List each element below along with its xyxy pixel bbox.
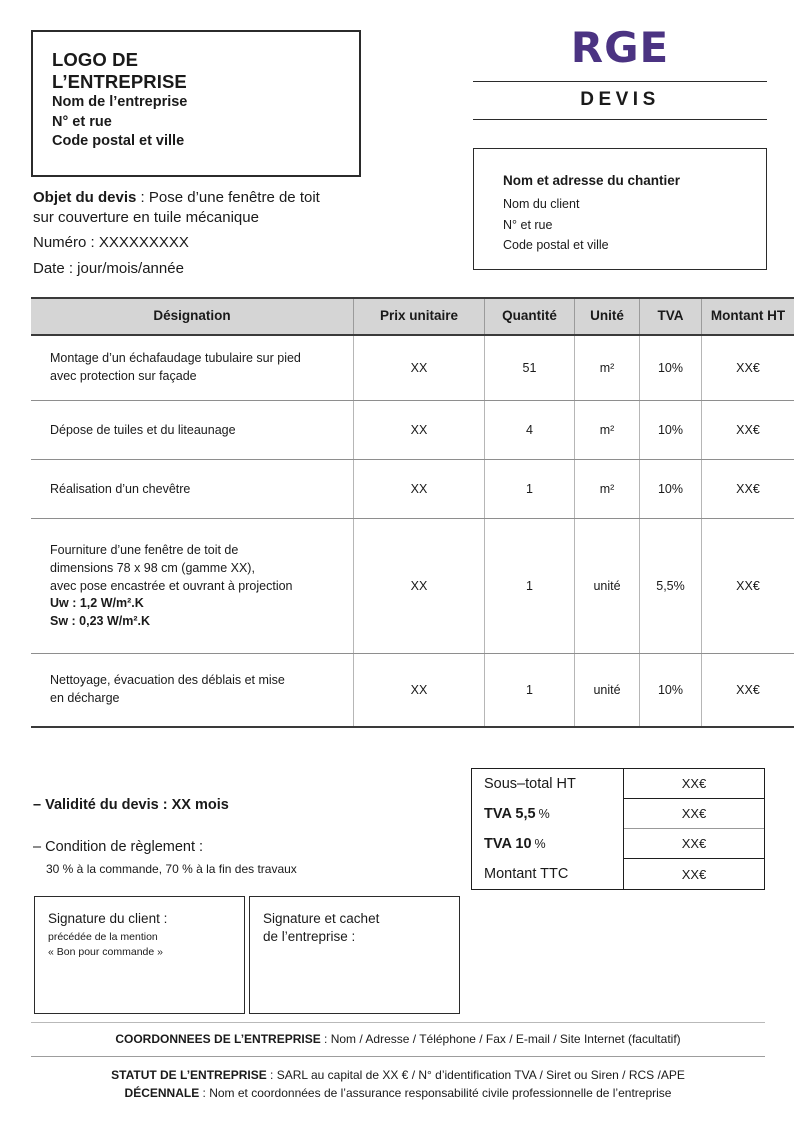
footer-decennale-value: : Nom et coordonnées de l’assurance responsabilité civile professionnelle de l’entreprise: [199, 1086, 672, 1101]
cell-unite: m²: [575, 335, 640, 401]
totals-label-tva-10: [472, 829, 623, 859]
company-logo-title-line2: L’ENTREPRISE: [52, 70, 187, 92]
rge-logo: RGE: [570, 23, 670, 72]
quote-subject-label: Objet du devis: [33, 189, 137, 206]
cell-quantite: 51: [485, 335, 575, 401]
cell-quantite: 4: [485, 401, 575, 460]
designation-sw-value: Sw : 0,23 W/m².K: [50, 614, 151, 629]
designation-line: Nettoyage, évacuation des déblais et mise: [50, 673, 285, 688]
designation-line: dimensions 78 x 98 cm (gamme XX),: [50, 560, 255, 575]
payment-terms-detail: 30 % à la commande, 70 % à la fin des travaux: [46, 861, 297, 876]
designation-line: en décharge: [50, 691, 120, 706]
cell-tva: 10%: [640, 460, 702, 519]
quote-subject-line1: [33, 188, 433, 208]
client-city: Code postal et ville: [503, 237, 609, 252]
quote-date: Date : jour/mois/année: [33, 259, 184, 277]
totals-value-tva-10: XX€: [624, 829, 764, 859]
cell-montant-ht: XX€: [702, 401, 795, 460]
client-signature-title: Signature du client :: [48, 911, 168, 926]
table-row: [31, 335, 794, 401]
footer-decennale: [31, 1084, 765, 1103]
totals-value-column: [624, 769, 764, 889]
cell-montant-ht: XX€: [702, 519, 795, 654]
quote-subject-value-line1: Pose d’une fenêtre de toit: [148, 189, 320, 206]
document-header: [0, 0, 800, 290]
company-street: N° et rue: [52, 113, 112, 130]
footer-coordonnees: [31, 1023, 765, 1056]
company-details: [52, 93, 359, 151]
conditions-block: [33, 795, 453, 877]
company-signature-title: [263, 910, 459, 946]
company-city: Code postal et ville: [52, 132, 185, 149]
line-items-table-head: [31, 298, 794, 335]
column-header-prix-unitaire: Prix unitaire: [354, 298, 485, 335]
cell-quantite: 1: [485, 654, 575, 727]
company-logo-title-line1: LOGO DE: [52, 49, 139, 70]
quote-subject-value-line2: sur couverture en tuile mécanique: [33, 209, 259, 227]
footer-coordonnees-value: : Nom / Adresse / Téléphone / Fax / E-mail / Site Internet (facultatif): [320, 1032, 681, 1046]
designation-line: Montage d’un échafaudage tubulaire sur pied: [50, 351, 301, 366]
cell-quantite: 1: [485, 519, 575, 654]
designation-uw-value: Uw : 1,2 W/m².K: [50, 596, 144, 611]
brand-header: [473, 23, 767, 120]
column-header-montant-ht: Montant HT: [702, 298, 795, 335]
quote-subject-separator: :: [136, 189, 149, 206]
client-signature-note-line1: précédée de la mention: [48, 931, 158, 944]
document-type-title: DEVIS: [580, 89, 660, 110]
cell-prix-unitaire: XX: [354, 519, 485, 654]
totals-label-tva-10-text: TVA 10: [484, 836, 532, 852]
client-box-title: Nom et adresse du chantier: [503, 173, 681, 188]
cell-prix-unitaire: XX: [354, 335, 485, 401]
column-header-quantite: Quantité: [485, 298, 575, 335]
company-signature-box[interactable]: [249, 896, 460, 1014]
designation-line: avec protection sur façade: [50, 369, 197, 384]
cell-designation: [31, 401, 354, 460]
company-logo-title: [52, 49, 359, 92]
totals-table: [471, 768, 765, 890]
line-items-table-body: [31, 335, 794, 727]
cell-tva: 5,5%: [640, 519, 702, 654]
cell-prix-unitaire: XX: [354, 654, 485, 727]
column-header-unite: Unité: [575, 298, 640, 335]
column-header-designation: Désignation: [31, 298, 354, 335]
designation-line: Fourniture d’une fenêtre de toit de: [50, 543, 239, 558]
footer-statut-value: : SARL au capital de XX € / N° d’identification TVA / Siret ou Siren / RCS /APE: [266, 1067, 685, 1082]
client-name: Nom du client: [503, 197, 580, 212]
cell-montant-ht: XX€: [702, 335, 795, 401]
footer-statut-label: STATUT DE L’ENTREPRISE: [111, 1067, 267, 1082]
client-signature-note-line2: « Bon pour commande »: [48, 946, 163, 959]
totals-label-montant-ttc: Montant TTC: [484, 866, 569, 882]
designation-line: avec pose encastrée et ouvrant à projection: [50, 578, 293, 593]
company-signature-title-line2: de l’entreprise :: [263, 929, 356, 945]
totals-label-tva-10-pct: %: [534, 837, 546, 851]
table-row: [31, 519, 794, 654]
totals-label-column: [472, 769, 624, 889]
totals-value-tva-5-5: XX€: [624, 799, 764, 829]
footer-legal-block: [31, 1057, 765, 1103]
column-header-tva: TVA: [640, 298, 702, 335]
totals-label-tva-5-5: [472, 799, 623, 829]
company-name: Nom de l’entreprise: [52, 94, 188, 111]
table-header-row: [31, 298, 794, 335]
quote-number: Numéro : XXXXXXXXX: [33, 233, 189, 251]
client-street: N° et rue: [503, 217, 553, 232]
designation-line: Dépose de tuiles et du liteaunage: [50, 422, 236, 437]
table-row: [31, 654, 794, 727]
totals-label-tva-5-5-text: TVA 5,5: [484, 806, 536, 822]
cell-quantite: 1: [485, 460, 575, 519]
client-signature-box[interactable]: [34, 896, 245, 1014]
cell-designation: [31, 519, 354, 654]
cell-unite: unité: [575, 654, 640, 727]
line-items-table: [31, 297, 794, 728]
cell-designation: [31, 460, 354, 519]
company-logo-box: [31, 30, 361, 177]
designation-line: Réalisation d’un chevêtre: [50, 481, 191, 496]
table-row: [31, 401, 794, 460]
validity-line: – Validité du devis : XX mois: [33, 797, 229, 813]
cell-designation: [31, 654, 354, 727]
footer-statut: [31, 1066, 765, 1085]
cell-prix-unitaire: XX: [354, 401, 485, 460]
cell-tva: 10%: [640, 401, 702, 460]
payment-terms-title: – Condition de règlement :: [33, 839, 204, 856]
document-type-band: [473, 81, 767, 120]
cell-tva: 10%: [640, 335, 702, 401]
cell-tva: 10%: [640, 654, 702, 727]
cell-unite: m²: [575, 460, 640, 519]
cell-unite: m²: [575, 401, 640, 460]
cell-montant-ht: XX€: [702, 654, 795, 727]
totals-value-montant-ttc: XX€: [681, 866, 707, 882]
quote-subject-block: [33, 188, 433, 280]
totals-label-sous-total-ht: Sous–total HT: [484, 776, 576, 792]
totals-label-tva-5-5-pct: %: [538, 807, 550, 821]
cell-montant-ht: XX€: [702, 460, 795, 519]
footer-coordonnees-label: COORDONNEES DE L’ENTREPRISE: [115, 1032, 321, 1046]
document-footer: [31, 1022, 765, 1103]
cell-unite: unité: [575, 519, 640, 654]
client-signature-note: [48, 930, 244, 960]
client-address-box: [473, 148, 767, 270]
conditions-spacer: [33, 815, 453, 837]
cell-prix-unitaire: XX: [354, 460, 485, 519]
company-signature-title-line1: Signature et cachet: [263, 911, 380, 926]
footer-decennale-label: DÉCENNALE: [124, 1086, 200, 1101]
cell-designation: [31, 335, 354, 401]
totals-value-sous-total-ht: XX€: [624, 769, 764, 799]
table-row: [31, 460, 794, 519]
